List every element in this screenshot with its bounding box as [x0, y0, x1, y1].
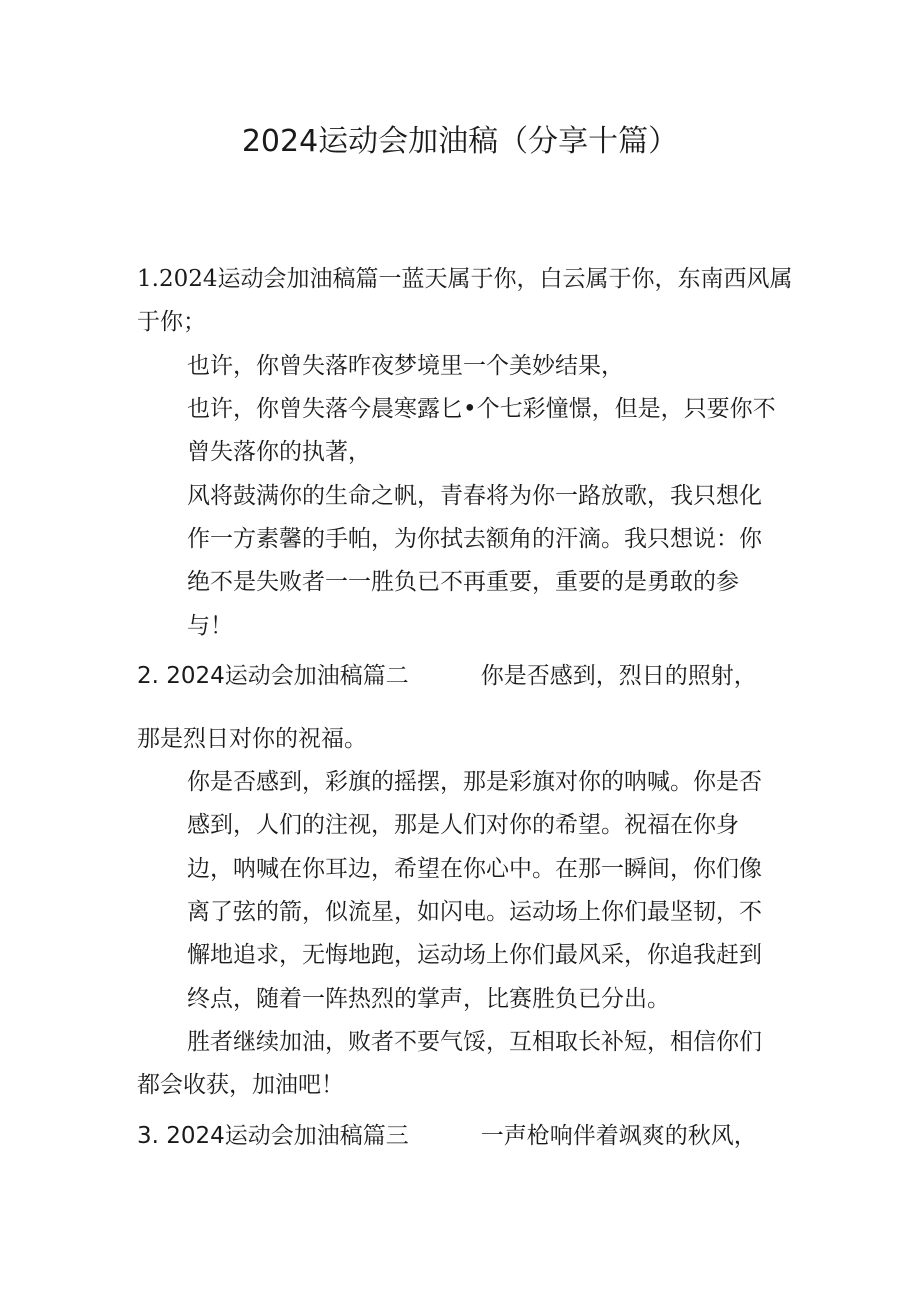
text-line: 那是烈日对你的祝福。	[137, 726, 367, 752]
text-line: 感到，人们的注视，那是人们对你的希望。祝福在你身	[187, 812, 739, 838]
text-line: 胜者继续加油，败者不要气馁，互相取长补短，相信你们	[187, 1029, 762, 1055]
text-line: 曾失落你的执著，	[187, 439, 371, 465]
section-heading-text: 一声枪响伴着飒爽的秋风，	[480, 1123, 757, 1149]
section-heading-2	[137, 661, 757, 691]
text-line: 作一方素馨的手帕，为你拭去额角的汗滴。我只想说：你	[187, 526, 762, 552]
section-heading-text: 你是否感到，烈日的照射，	[480, 663, 757, 689]
section-heading-label: 3. 2024运动会加油稿篇三	[137, 1123, 409, 1149]
text-line: 边，呐喊在你耳边，希望在你心中。在那一瞬间，你们像	[187, 856, 762, 882]
text-line: 1.2024运动会加油稿篇一蓝天属于你，白云属于你，东南西风属	[137, 266, 793, 292]
text-line: 于你；	[137, 309, 206, 335]
text-line: 也许，你曾失落今晨寒露匕•个七彩憧憬，但是，只要你不	[187, 396, 776, 422]
text-line: 与！	[187, 613, 233, 639]
text-line: 你是否感到，彩旗的摇摆，那是彩旗对你的呐喊。你是否	[187, 769, 762, 795]
section-heading-label: 2. 2024运动会加油稿篇二	[137, 663, 409, 689]
text-line: 风将鼓满你的生命之帆，青春将为你一路放歌，我只想化	[187, 483, 762, 509]
text-line: 离了弦的箭，似流星，如闪电。运动场上你们最坚韧，不	[187, 899, 762, 925]
text-line: 懈地追求，无悔地跑，运动场上你们最风采，你追我赶到	[187, 942, 762, 968]
text-line: 终点，随着一阵热烈的掌声，比赛胜负已分出。	[187, 986, 670, 1012]
text-line: 都会收获，加油吧！	[137, 1072, 344, 1098]
section-heading-3	[137, 1121, 757, 1151]
text-line: 也许，你曾失落昨夜梦境里一个美妙结果，	[187, 353, 624, 379]
document-title: 2024运动会加油稿（分享十篇）	[241, 124, 679, 159]
text-line: 绝不是失败者一一胜负已不再重要，重要的是勇敢的参	[187, 569, 739, 595]
